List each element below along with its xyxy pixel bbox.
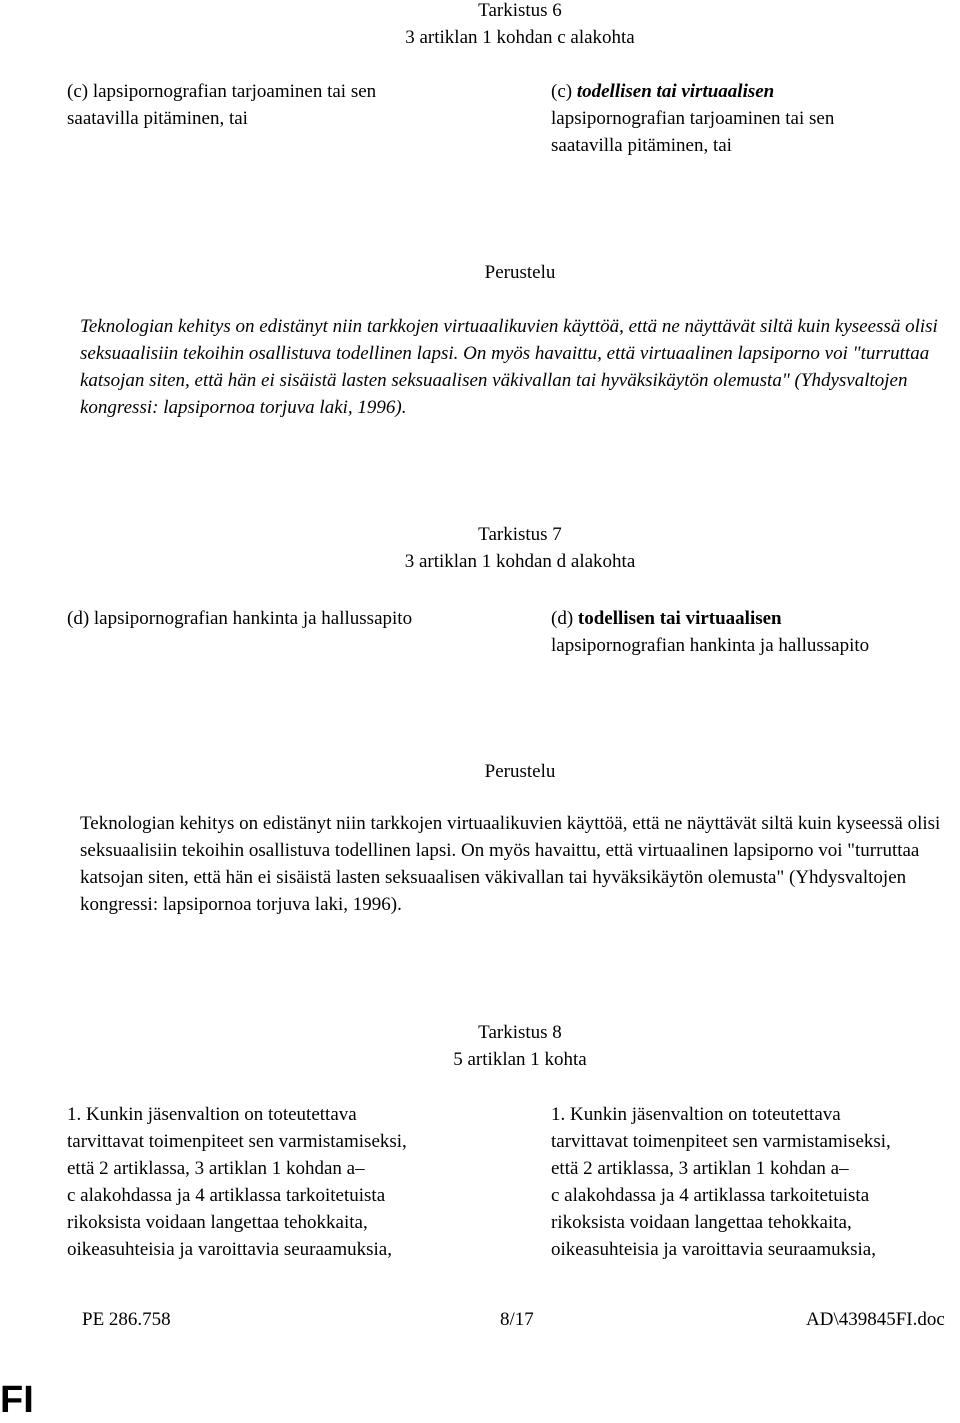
justification-text-6 bbox=[80, 313, 960, 421]
justification-heading-6: Perustelu bbox=[484, 262, 556, 283]
amendment-6-title: Tarkistus 6 bbox=[478, 0, 562, 21]
amended-prefix: (d) bbox=[551, 608, 578, 629]
language-code: FI bbox=[0, 1379, 34, 1421]
justification-text-7: Teknologian kehitys on edistänyt niin tarkkojen virtuaalikuvien käyttöä, että ne näyttävät siltä kuin kyseessä olisi seksuaalisiin tekoihin osallistuva todellinen lapsi. On myös havaittu, että virtuaalinen lapsiporno voi "turruttaa katsojan siten, että hän ei sisäistä lasten seksuaalisen väkivallan tai hyväksikäytön olemusta" (Yhdysvaltojen kongressi: lapsipornoa torjuva laki, 1996). bbox=[80, 813, 941, 915]
footer-document-number: PE 286.758 bbox=[82, 1309, 171, 1330]
amended-rest: lapsipornografian tarjoaminen tai sen saatavilla pitäminen, tai bbox=[551, 108, 835, 156]
amended-emphasis: todellisen tai virtuaalisen bbox=[576, 81, 775, 102]
amendment-6-amended-text bbox=[551, 78, 960, 159]
amendment-6-original-text: (c) lapsipornografian tarjoaminen tai sen saatavilla pitäminen, tai bbox=[67, 81, 377, 129]
amendment-8-title: Tarkistus 8 bbox=[478, 1022, 562, 1043]
amendment-6-subtitle: 3 artiklan 1 kohdan c alakohta bbox=[405, 27, 635, 48]
amendment-8-amended-text: 1. Kunkin jäsenvaltion on toteutettava tarvittavat toimenpiteet sen varmistamiseksi, että 2 artiklassa, 3 artiklan 1 kohdan a– c alakohdassa ja 4 artiklassa tarkoitetuista rikoksista voidaan langettaa tehokkaita, oikeasuhteisia ja varoittavia seuraamuksia, bbox=[551, 1104, 891, 1260]
amendment-8-original-text: 1. Kunkin jäsenvaltion on toteutettava tarvittavat toimenpiteet sen varmistamiseksi, että 2 artiklassa, 3 artiklan 1 kohdan a– c alakohdassa ja 4 artiklassa tarkoitetuista rikoksista voidaan langettaa tehokkaita, oikeasuhteisia ja varoittavia seuraamuksia, bbox=[67, 1104, 407, 1260]
amended-rest: lapsipornografian hankinta ja hallussapito bbox=[551, 635, 870, 656]
amendment-7-subtitle: 3 artiklan 1 kohdan d alakohta bbox=[404, 551, 636, 572]
amendment-7-title: Tarkistus 7 bbox=[478, 524, 562, 545]
amendment-8-subtitle: 5 artiklan 1 kohta bbox=[453, 1049, 587, 1070]
amended-prefix: (c) bbox=[551, 81, 577, 102]
amendment-7-original-text: (d) lapsipornografian hankinta ja hallussapito bbox=[67, 608, 413, 629]
justification-heading-7: Perustelu bbox=[484, 761, 556, 782]
footer-page-number: 8/17 bbox=[500, 1309, 534, 1330]
justification-italic-part: Teknologian kehitys on edistänyt niin tarkkojen virtuaalikuvien käyttöä, että ne näyttävät siltä kuin kyseessä olisi seksuaalisiin tekoihin osallistuva todellinen lapsi. bbox=[80, 316, 938, 364]
amendment-7-amended-text bbox=[551, 605, 960, 659]
amended-emphasis: todellisen tai virtuaalisen bbox=[577, 608, 782, 629]
footer-file-name: AD\439845FI.doc bbox=[806, 1309, 945, 1330]
justification-rest-part: On myös havaittu, että virtuaalinen lapsiporno voi "turruttaa katsojan siten, että hän ei sisäistä lasten seksuaalisen väkivallan tai hyväksikäytön olemusta" (Yhdysvaltojen kongressi: lapsipornoa torjuva laki, 1996). bbox=[80, 343, 930, 418]
